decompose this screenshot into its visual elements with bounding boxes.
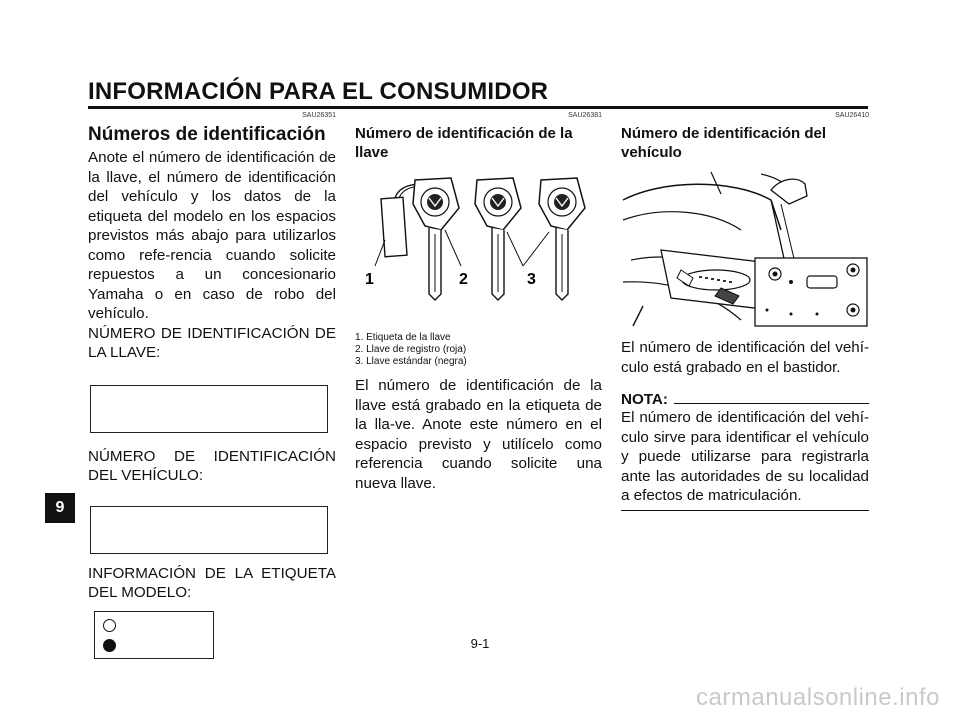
section-code: SAU26381 (568, 112, 602, 119)
section-heading: Número de identificación de la llave (355, 125, 573, 161)
callout-2: 2 (459, 271, 468, 288)
key-id-text: El número de identificación de la llave está grabado en la etiqueta de la lla-ve. Anote este número en el espacio previsto y utilícelo como referencia cuando solicite una nueva llave. (355, 377, 602, 492)
standard-key-icon-b (539, 178, 585, 300)
note-text: El número de identificación del vehí-culo sirve para identificar el vehículo y puede utilizarse para registrarla ante las autoridades de su localidad a efectos de matriculación. (621, 409, 869, 504)
figure-legend (355, 332, 602, 368)
legend-item: 3. Llave estándar (negra) (355, 356, 467, 367)
section-heading: Números de identificación (88, 124, 326, 145)
column-vehicle-id (621, 112, 869, 511)
note-label: NOTA: (621, 391, 668, 408)
callout-1: 1 (365, 271, 374, 288)
intro-text: Anote el número de identificación de la llave, el número de identificación del vehículo y los datos de la etiqueta del modelo en los espacios previstos más abajo para utilizarlos como refe-rencia cuando solicite repuestos a un concesionario Yamaha o en caso de robo del vehículo. (88, 149, 336, 322)
note-end-rule (621, 510, 869, 511)
chapter-tab: 9 (45, 493, 75, 523)
note-header (621, 391, 869, 408)
vehicle-frame-illustration (621, 170, 869, 328)
callout-3: 3 (527, 271, 536, 288)
legend-item: 2. Llave de registro (roja) (355, 344, 467, 355)
vehicle-number-field[interactable] (90, 506, 328, 554)
page-title: INFORMACIÓN PARA EL CONSUMIDOR (88, 78, 549, 105)
open-circle-icon (103, 619, 116, 632)
watermark: carmanualsonline.info (696, 684, 940, 711)
page-number: 9-1 (470, 636, 490, 651)
vehicle-id-text: El número de identificación del vehí-culo está grabado en el bastidor. (621, 339, 869, 376)
header-rule (88, 106, 868, 109)
column-key-id (355, 112, 602, 493)
section-code: SAU26410 (835, 112, 869, 119)
legend-item: 1. Etiqueta de la llave (355, 332, 451, 343)
model-label-field[interactable] (94, 611, 214, 659)
column-identification-numbers (88, 112, 336, 659)
note-rule (674, 403, 869, 404)
vehicle-number-label: NÚMERO DE IDENTIFICACIÓN DEL VEHÍCULO: (88, 447, 336, 484)
standard-key-icon-a (475, 178, 521, 300)
registration-key-icon (413, 178, 459, 300)
model-label-label: INFORMACIÓN DE LA ETIQUETA DEL MODELO: (88, 564, 336, 601)
keys-illustration (355, 168, 602, 318)
section-heading: Número de identificación del vehículo (621, 125, 827, 161)
key-number-label: NÚMERO DE IDENTIFICACIÓN DE LA LLAVE: (88, 324, 336, 361)
section-code: SAU26351 (302, 112, 336, 119)
key-number-field[interactable] (90, 385, 328, 433)
